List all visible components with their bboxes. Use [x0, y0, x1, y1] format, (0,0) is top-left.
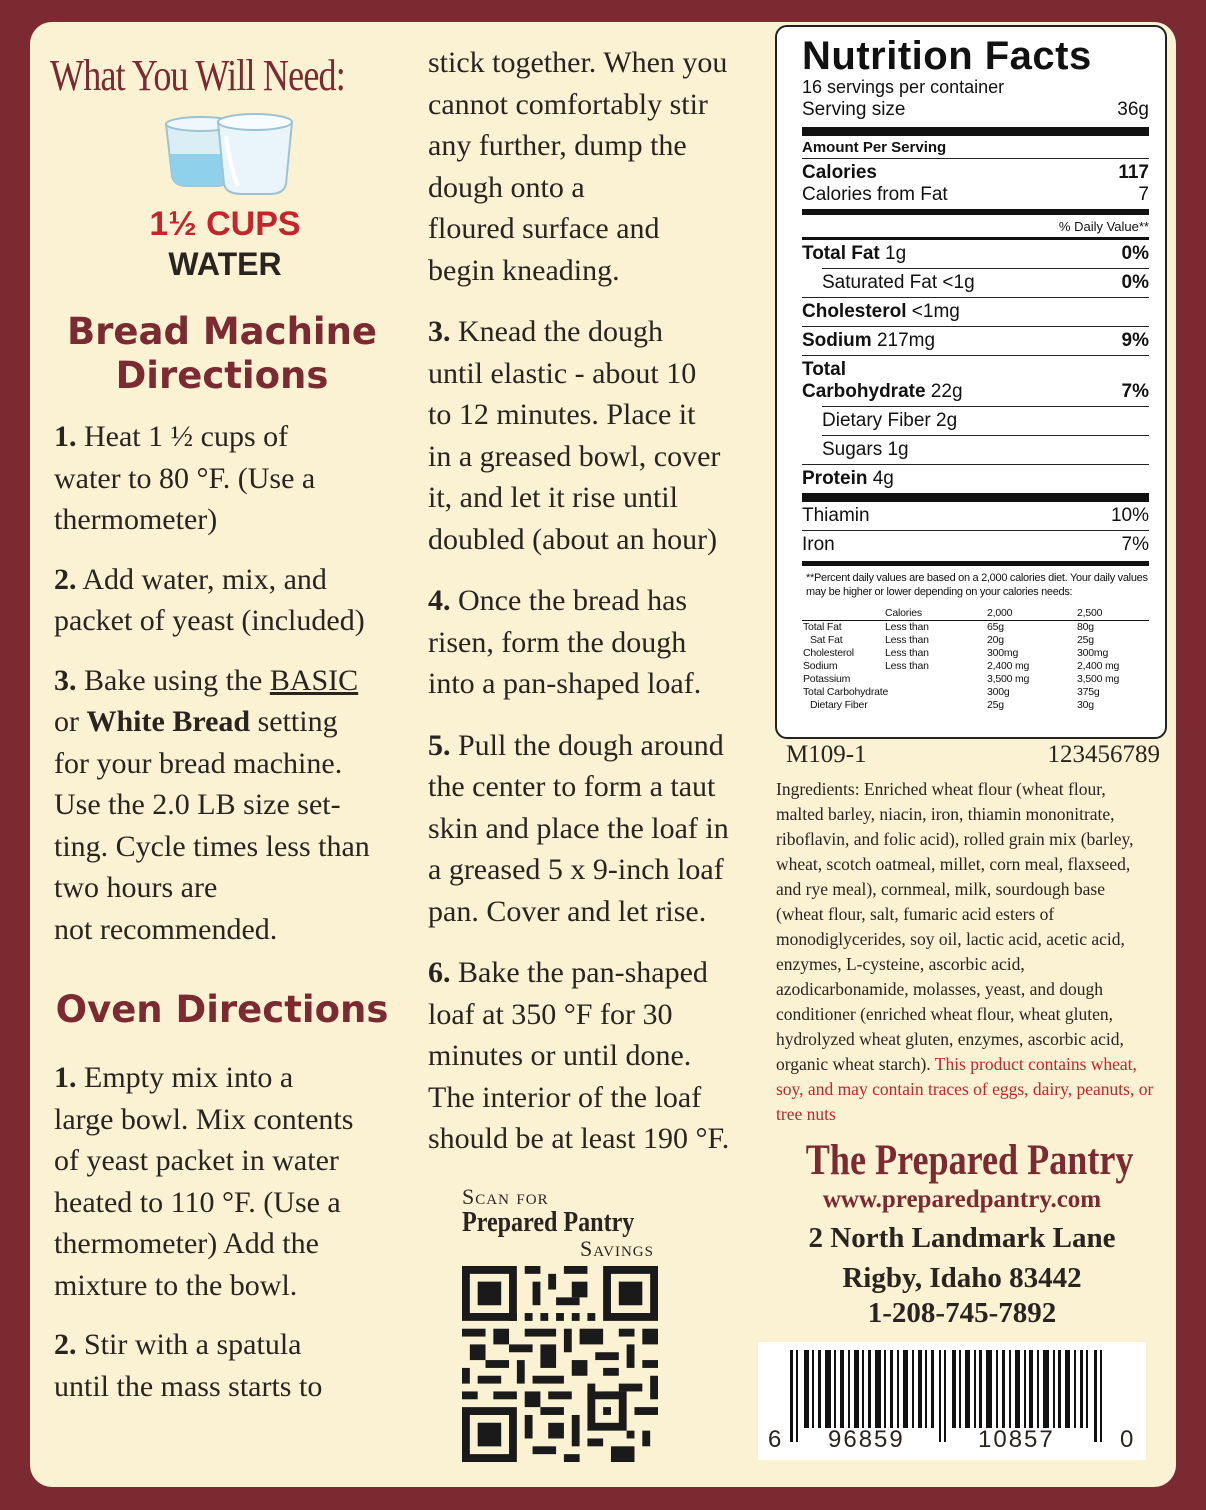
oven-step-4: 4. Once the bread has risen, form the dough into a pan-shaped loaf.	[428, 584, 702, 700]
sku-code: M109-1	[786, 741, 867, 768]
middle-steps	[428, 42, 768, 1160]
lot-number: 123456789	[1047, 741, 1160, 768]
oven-step-6: 6. Bake the pan-shaped loaf at 350 °F for 30 minutes or until done. The interior of the loaf should be at least 190 °F.	[428, 956, 730, 1155]
barcode-digits-2: 96859	[828, 1426, 905, 1453]
water-quantity: 1½ CUPS	[149, 205, 301, 243]
oven-directions-heading: Oven Directions	[55, 988, 389, 1031]
barcode-digit-4: 0	[1120, 1426, 1134, 1453]
allergen-warning: This product contains wheat, soy, and may contain traces of eggs, dairy, peanuts, or tree nuts	[776, 1054, 1154, 1124]
qr-code-icon[interactable]	[462, 1266, 658, 1462]
oven-step-5: 5. Pull the dough around the center to form a taut skin and place the loaf in a greased 5 x 9-inch loaf pan. Cover and let rise.	[428, 728, 729, 928]
total-label: Total	[802, 359, 846, 380]
saturated-fat-row: Saturated Fat <1g 0%	[822, 272, 1149, 293]
scan-caption: Scan for Prepared Pantry Savings	[462, 1184, 654, 1261]
nutrition-title: Nutrition Facts	[802, 34, 1092, 78]
upc-barcode	[758, 1342, 1146, 1460]
daily-value-header: % Daily Value**	[1058, 219, 1149, 234]
barcode-digits-3: 10857	[978, 1426, 1055, 1453]
barcode-digit-1: 6	[768, 1426, 782, 1453]
calories-row: Calories 117	[802, 162, 1149, 183]
percent-daily-footnote: **Percent daily values are based on a 2,000 calories diet. Your daily values may be higher or lower depending on your calories needs:	[806, 572, 1148, 598]
company-phone: 1-208-745-7892	[867, 1297, 1057, 1329]
thiamin-row: Thiamin 10%	[802, 505, 1149, 526]
bread-machine-steps	[54, 416, 399, 950]
sodium-row: Sodium 217mg 9%	[802, 330, 1149, 351]
oven-step-1: 1. Empty mix into a large bowl. Mix contents of yeast packet in water heated to 110 °F. (Use a thermometer) Add the mixture to the bowl.	[54, 1061, 354, 1302]
calories-from-fat-row: Calories from Fat 7	[802, 184, 1149, 205]
company-city: Rigby, Idaho 83442	[842, 1262, 1082, 1294]
servings-per-container: 16 servings per container	[802, 77, 1005, 97]
bm-step-1: 1. Heat 1 ½ cups of water to 80 °F. (Use a thermometer)	[54, 420, 316, 536]
company-street: 2 North Landmark Lane	[808, 1222, 1116, 1254]
oven-steps	[54, 1057, 399, 1407]
what-you-will-need-title: What You Will Need:	[50, 51, 345, 100]
sugars-row: Sugars 1g	[822, 439, 909, 460]
oven-step-2-continued: stick together. When you cannot comfortably stir any further, dump the dough onto a floured surface and begin kneading.	[428, 46, 728, 287]
bm-step-2: 2. Add water, mix, and packet of yeast (included)	[54, 562, 365, 637]
barcode-bars-icon	[758, 1350, 1146, 1442]
company-name: The Prepared Pantry	[805, 1137, 1134, 1184]
protein-row: Protein 4g	[802, 468, 894, 489]
total-fat-row: Total Fat 1g 0%	[802, 243, 1149, 264]
oven-step-3: 3. Knead the dough until elastic - about 10 to 12 minutes. Place it in a greased bowl, cover it, and let it rise until doubled (about an hour)	[428, 315, 721, 556]
carbohydrate-row: Carbohydrate 22g 7%	[802, 381, 1149, 402]
water-label: WATER	[168, 246, 282, 282]
iron-row: Iron 7%	[802, 534, 1149, 555]
cholesterol-row: Cholesterol <1mg	[802, 301, 960, 322]
company-website[interactable]: www.preparedpantry.com	[822, 1186, 1102, 1213]
dietary-fiber-row: Dietary Fiber 2g	[822, 410, 958, 431]
bread-machine-heading: Bread Machine Directions	[66, 310, 378, 397]
amount-per-serving: Amount Per Serving	[802, 139, 947, 156]
ingredients-text: Ingredients: Enriched wheat flour (wheat flour, malted barley, niacin, iron, thiamin mononitrate, riboflavin, and folic acid), rolled grain mix (barley, wheat, scotch oatmeal, millet, corn meal, flaxseed, and rye meal), cornmeal, milk, sourdough base (wheat flour, salt, fumaric acid esters of monodiglycerides, soy oil, lactic acid, acetic acid, enzymes, L-cysteine, ascorbic acid, azodicarbonamide, molasses, yeast, and dough conditioner (enriched wheat flour, wheat gluten, hydrolyzed wheat gluten, enzymes, ascorbic acid, organic wheat starch). This product contains wheat, soy, and may contain traces of eggs, dairy, peanuts, or tree nuts	[776, 779, 1154, 1124]
daily-values-table: Calories 2,000 2,500 Total Fat Less than 65g 80g Sat Fat Less than 20g 25g Cholesterol Less than 300mg 300mg Sodium Less than 2,400 mg 2,400 mg Potassium 3,500 mg 3,500 mg Total Carbohydrate 300g 375g Dietary Fiber 25g 30g	[802, 607, 1149, 712]
nutrition-facts-panel	[775, 25, 1167, 739]
oven-step-2: 2. Stir with a spatula until the mass starts to	[54, 1328, 323, 1403]
serving-size-row: Serving size 36g	[802, 99, 1149, 120]
measuring-cups-icon	[158, 106, 298, 196]
product-codes	[786, 741, 1160, 769]
bm-step-3: 3. Bake using the BASIC or White Bread setting for your bread machine. Use the 2.0 LB size set- ting. Cycle times less than two hours are not recommended.	[54, 663, 370, 946]
